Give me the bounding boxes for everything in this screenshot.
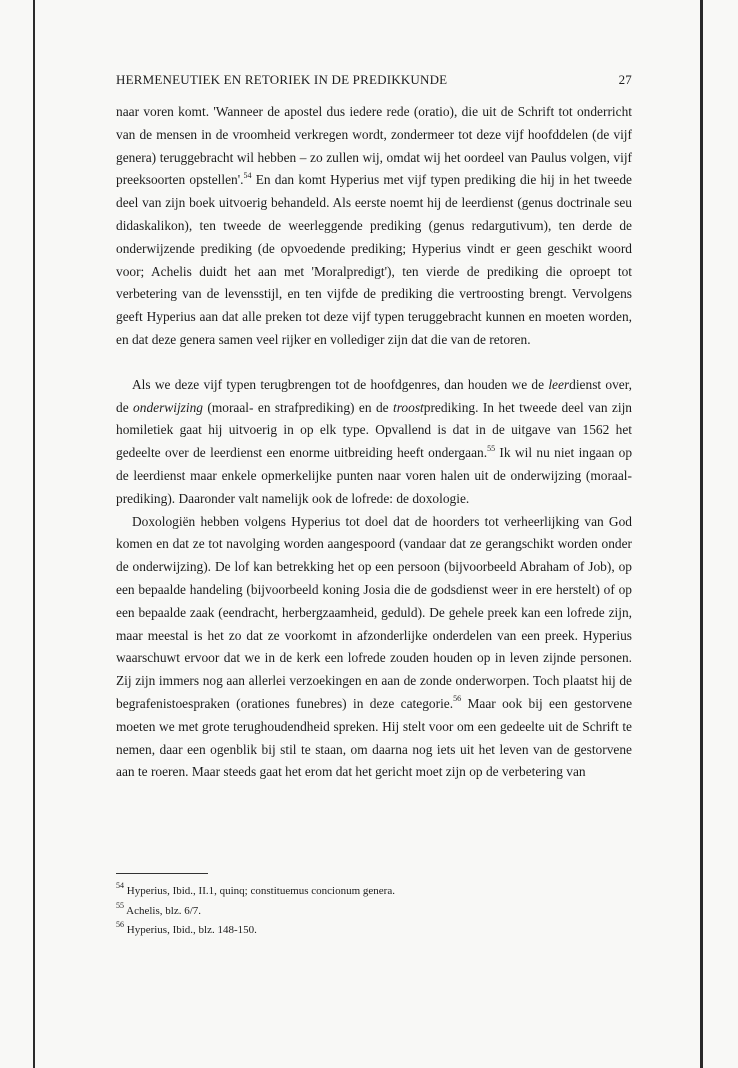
paragraph-2 [116,374,632,511]
paragraph-1-text-a: naar voren komt. 'Wanneer de apostel dus iedere rede (oratio), die uit de Schrift tot onderricht van de mensen in de vroomheid verkregen wordt, zondermeer tot deze vijf hoofddelen (de vijf genera) teruggebracht wil hebben – zo zullen wij, omdat wij het oordeel van Paulus volgen, vijf preeksoorten opstellen'. [116,104,632,188]
footnote-56 [116,921,632,941]
paragraph-2-text-b: dienst over, de [116,376,632,415]
footnote-number: 56 [116,920,124,930]
footnote-55 [116,902,632,922]
footnote-number: 54 [116,881,124,891]
paragraph-1 [116,101,632,352]
footnote-ref-54[interactable]: 54 [243,170,252,180]
paragraph-3-text-a: Doxologiën hebben volgens Hyperius tot doel dat de hoorders tot verheerlijking van God komen en dat ze tot navolging worden aangespoord (vandaar dat ze gerangschikt worden onder de onderwijzing). De lof kan betrekking het op een persoon (bijvoorbeeld Abraham of Job), op een bepaalde handeling (bijvoorbeeld koning Josia die de godsdienst weer in ere herstelt) of op een bepaalde zaak (eendracht, herbergzaamheid, geduld). De gehele preek kan een lofrede zijn, maar meestal is het zo dat ze voorkomt in afzonderlijke onderdelen van een preek. Hyperius waarschuwt ervoor dat we in de kerk een lofrede zouden houden op in leven zijnde personen. Zij zijn immers nog aan allerlei verzoekingen en aan de zonde onderworpen. Toch plaatst hij de begrafenistoespraken (orationes funebres) in deze categorie. [116,513,632,711]
running-title: HERMENEUTIEK EN RETORIEK IN DE PREDIKKUNDE [116,72,448,87]
emphasis-onderwijzing: onderwijzing [133,399,203,415]
emphasis-leer: leer [548,376,570,392]
footnote-ref-56[interactable]: 56 [453,694,462,704]
page-left-edge [33,0,35,1068]
footnote-54 [116,882,632,902]
emphasis-troost: troost [393,399,424,415]
body-text [116,101,632,784]
page-number: 27 [618,72,632,87]
footnote-number: 55 [116,900,124,910]
footnotes [116,882,632,941]
paragraph-2-text-d: prediking. In het tweede deel van zijn homiletiek gaat hij uitvoerig in op elk type. Opvallend is dat in de uitgave van 1562 het gedeelte over de leerdienst een enorme uitbreiding heeft ondergaan. [116,399,632,461]
paragraph-3-text-b: Maar ook bij een gestorvene moeten we met grote terughoudendheid spreken. Hij stelt voor om een gedeelte uit de Schrift te nemen, daar een ogenblik bij stil te staan, om daarna nog iets uit het leven van de gestorvene aan te roeren. Maar steeds gaat het erom dat het gericht moet zijn op de verbetering van [116,695,633,780]
footnote-text: Hyperius, Ibid., II.1, quinq; constituemus concionum genera. [126,885,395,897]
paragraph-2-text-a: Als we deze vijf typen terugbrengen tot de hoofdgenres, dan houden we de [132,376,549,392]
footnote-text: Achelis, blz. 6/7. [126,904,202,917]
footnote-separator [116,873,208,874]
paragraph-2-text-c: (moraal- en strafprediking) en de [202,399,393,415]
paragraph-2-text-e: Ik wil nu niet ingaan op de leerdienst maar enkele opmerkelijke punten naar voren halen uit de onderwijzing (moraal-prediking). Daaronder valt namelijk ook de lofrede: de doxologie. [116,445,633,506]
paragraph-3 [116,511,632,785]
footnote-ref-55[interactable]: 55 [487,443,496,453]
paragraph-1-text-b: En dan komt Hyperius met vijf typen prediking die hij in het tweede deel van zijn boek uitvoerig behandeld. Als eerste noemt hij de leerdienst (genus doctrinale seu didaskalikon), ten tweede de weerleggende prediking (genus redargutivum), ten derde de onderwijzende prediking (de opvoedende prediking; Hyperius vindt er geen geschikt woord voor; Achelis duidt het aan met 'Moralpredigt'), ten vierde de prediking die oproept tot verbetering van de levensstijl, en ten vijfde de prediking die vertroosting brengt. Vervolgens geeft Hyperius aan dat alle preken tot deze vijf typen teruggebracht kunnen en moeten worden, en dat deze genera samen veel rijker en vollediger zijn dat die van de retoren. [116,172,632,347]
footnote-text: Hyperius, Ibid., blz. 148-150. [126,924,257,936]
page-right-edge [700,0,703,1068]
